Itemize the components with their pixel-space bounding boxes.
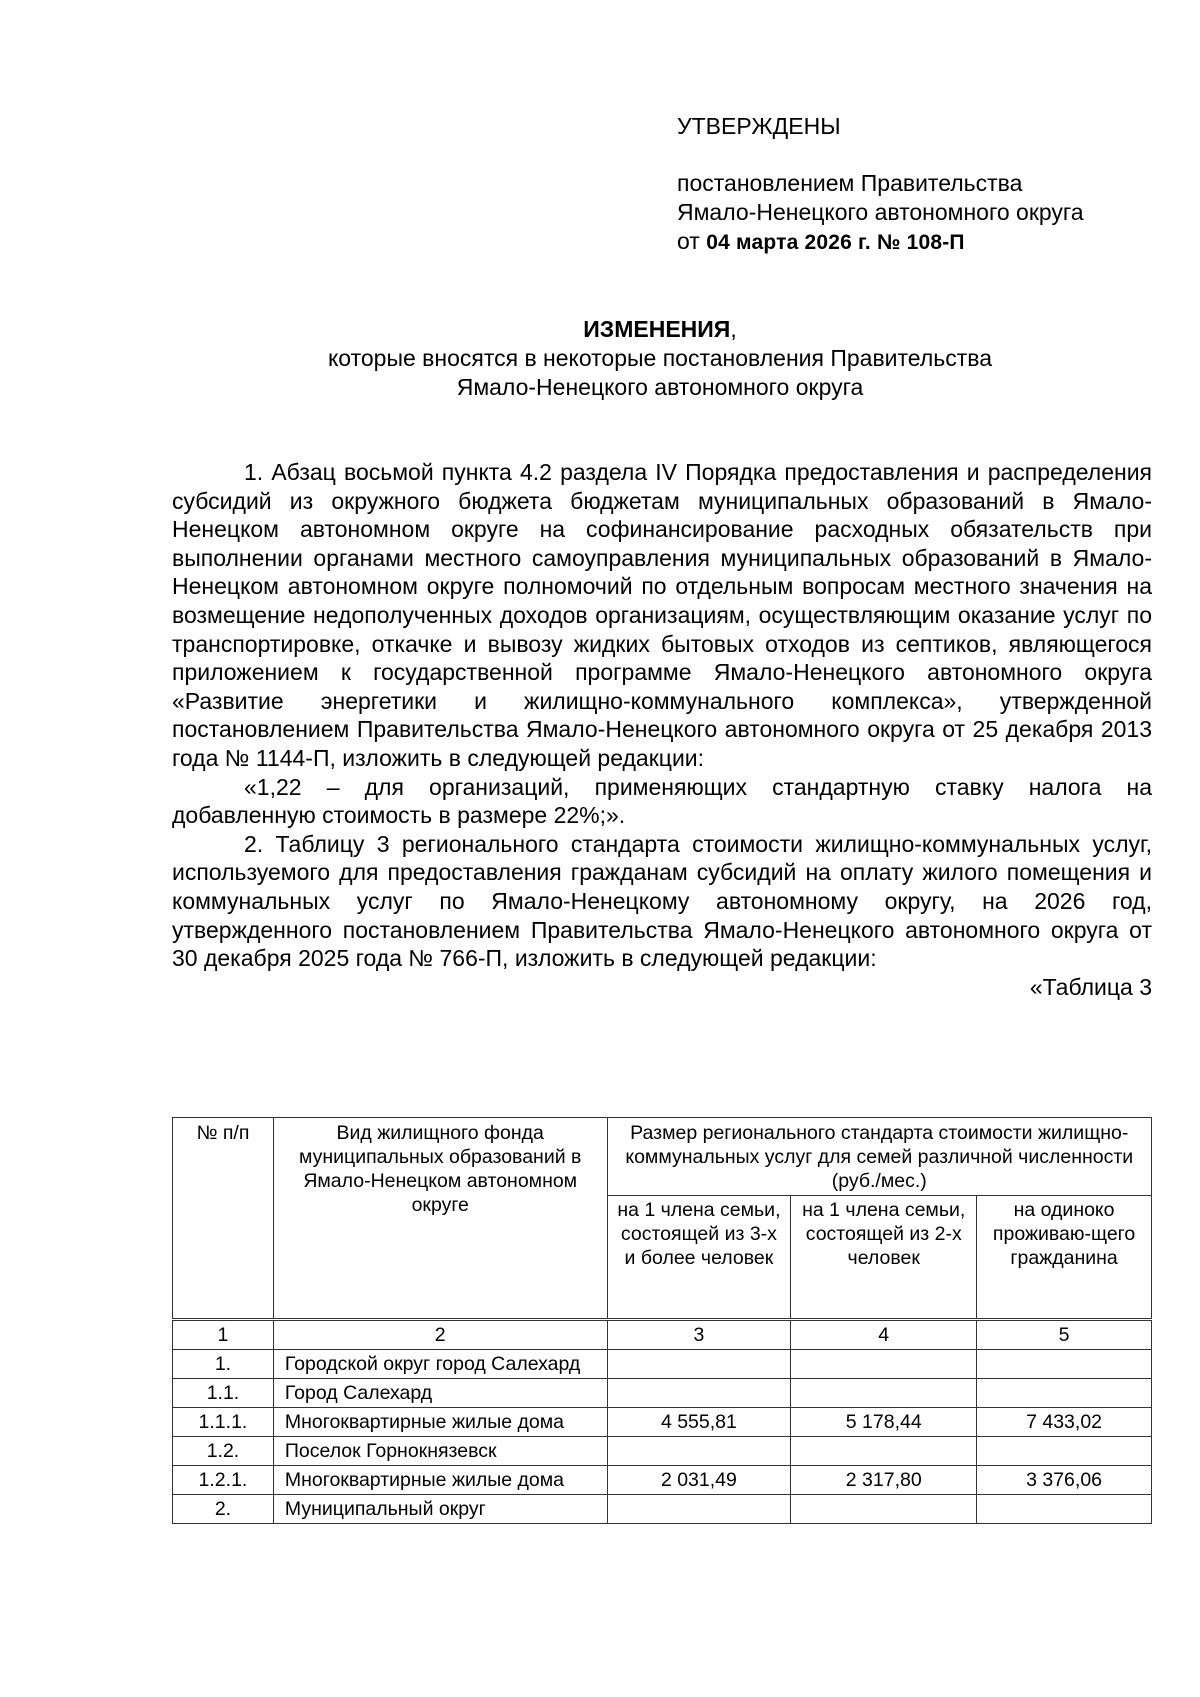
row-num: 1.2. xyxy=(173,1437,274,1466)
row-value-5 xyxy=(977,1379,1152,1408)
row-num: 1. xyxy=(173,1350,274,1379)
index-cell: 2 xyxy=(273,1320,607,1350)
header-housing-type: Вид жилищного фонда муниципальных образований в Ямало-Ненецком автономном округе xyxy=(273,1118,607,1320)
row-num: 1.2.1. xyxy=(173,1466,274,1495)
standard-cost-table xyxy=(172,1117,1152,1524)
title-heading: ИЗМЕНЕНИЯ xyxy=(583,316,731,342)
approval-date-prefix: от xyxy=(677,228,700,254)
row-value-4 xyxy=(791,1495,977,1524)
row-num: 1.1. xyxy=(173,1379,274,1408)
document-title xyxy=(170,315,1150,402)
header-num: № п/п xyxy=(173,1118,274,1320)
header-col-3: на 1 члена семьи, состоящей из 3-х и более человек xyxy=(607,1196,791,1320)
table-label: «Таблица 3 xyxy=(1029,973,1152,1000)
index-cell: 3 xyxy=(607,1320,791,1350)
row-name: Многоквартирные жилые дома xyxy=(273,1466,607,1495)
title-line-1: которые вносятся в некоторые постановления Правительства xyxy=(327,345,993,371)
row-value-5 xyxy=(977,1437,1152,1466)
paragraph-2: «1,22 – для организаций, применяющих стандартную ставку налога на добавленную стоимость в размере 22%;». xyxy=(172,773,1152,829)
title-heading-line xyxy=(170,315,1150,344)
title-line-2: Ямало-Ненецкого автономного округа xyxy=(456,374,864,400)
header-col-4: на 1 члена семьи, состоящей из 2-х человек xyxy=(791,1196,977,1320)
approval-stamp: УТВЕРЖДЕНЫ xyxy=(677,113,841,139)
title-heading-suffix: , xyxy=(730,316,737,342)
row-value-5: 7 433,02 xyxy=(977,1408,1152,1437)
row-value-3: 2 031,49 xyxy=(607,1466,791,1495)
index-cell: 4 xyxy=(791,1320,977,1350)
approval-date-line xyxy=(677,227,1157,257)
row-value-3 xyxy=(607,1437,791,1466)
row-value-3: 4 555,81 xyxy=(607,1408,791,1437)
row-value-4: 2 317,80 xyxy=(791,1466,977,1495)
row-value-3 xyxy=(607,1379,791,1408)
index-cell: 5 xyxy=(977,1320,1152,1350)
row-name: Город Салехард xyxy=(273,1379,607,1408)
row-name: Поселок Горнокнязевск xyxy=(273,1437,607,1466)
header-standard-size: Размер регионального стандарта стоимости жилищно-коммунальных услуг для семей различной численности (руб./мес.) xyxy=(607,1118,1152,1196)
approval-block xyxy=(677,112,1157,257)
row-value-3 xyxy=(607,1495,791,1524)
approval-line-1: постановлением Правительства xyxy=(677,170,1023,196)
paragraph-3: 2. Таблицу 3 регионального стандарта стоимости жилищно-коммунальных услуг, используемого для предоставления гражданам субсидий на оплату жилого помещения и коммунальных услуг по Ямало-Ненецкому автономному округу, на 2026 год, утвержденного постановлением Правительства Ямало-Ненецкого автономного округа от 30 декабря 2025 года № 766-П, изложить в следующей редакции: xyxy=(172,830,1152,972)
table-header-row xyxy=(173,1118,1152,1196)
table-index-row xyxy=(173,1320,1152,1350)
header-col-5: на одиноко проживаю-щего гражданина xyxy=(977,1196,1152,1320)
row-value-3 xyxy=(607,1350,791,1379)
document-body xyxy=(172,458,1152,1001)
table-row xyxy=(173,1437,1152,1466)
paragraph-1: 1. Абзац восьмой пункта 4.2 раздела IV Порядка предоставления и распределения субсидий из окружного бюджета бюджетам муниципальных образований в Ямало-Ненецком автономном округе на софинансирование расходных обязательств при выполнении органами местного самоуправления муниципальных образований в Ямало-Ненецком автономном округе полномочий по отдельным вопросам местного значения на возмещение недополученных доходов организациям, осуществляющим оказание услуг по транспортировке, откачке и вывозу жидких бытовых отходов из септиков, являющегося приложением к государственной программе Ямало-Ненецкого автономного округа «Развитие энергетики и жилищно-коммунального комплекса», утвержденной постановлением Правительства Ямало-Ненецкого автономного округа от 25 декабря 2013 года № 1144-П, изложить в следующей редакции: xyxy=(172,459,1152,771)
row-value-4 xyxy=(791,1437,977,1466)
table-row xyxy=(173,1495,1152,1524)
row-num: 1.1.1. xyxy=(173,1408,274,1437)
row-value-5 xyxy=(977,1350,1152,1379)
row-value-5: 3 376,06 xyxy=(977,1466,1152,1495)
row-num: 2. xyxy=(173,1495,274,1524)
row-name: Городской округ город Салехард xyxy=(273,1350,607,1379)
table-row xyxy=(173,1379,1152,1408)
row-name: Муниципальный округ xyxy=(273,1495,607,1524)
approval-date: 04 марта 2026 г. № 108-П xyxy=(706,231,965,254)
approval-line-2: Ямало-Ненецкого автономного округа xyxy=(677,199,1084,225)
row-value-4 xyxy=(791,1350,977,1379)
table-row xyxy=(173,1350,1152,1379)
table-row xyxy=(173,1466,1152,1495)
row-name: Многоквартирные жилые дома xyxy=(273,1408,607,1437)
index-cell: 1 xyxy=(173,1320,274,1350)
row-value-5 xyxy=(977,1495,1152,1524)
table-row xyxy=(173,1408,1152,1437)
row-value-4 xyxy=(791,1379,977,1408)
row-value-4: 5 178,44 xyxy=(791,1408,977,1437)
